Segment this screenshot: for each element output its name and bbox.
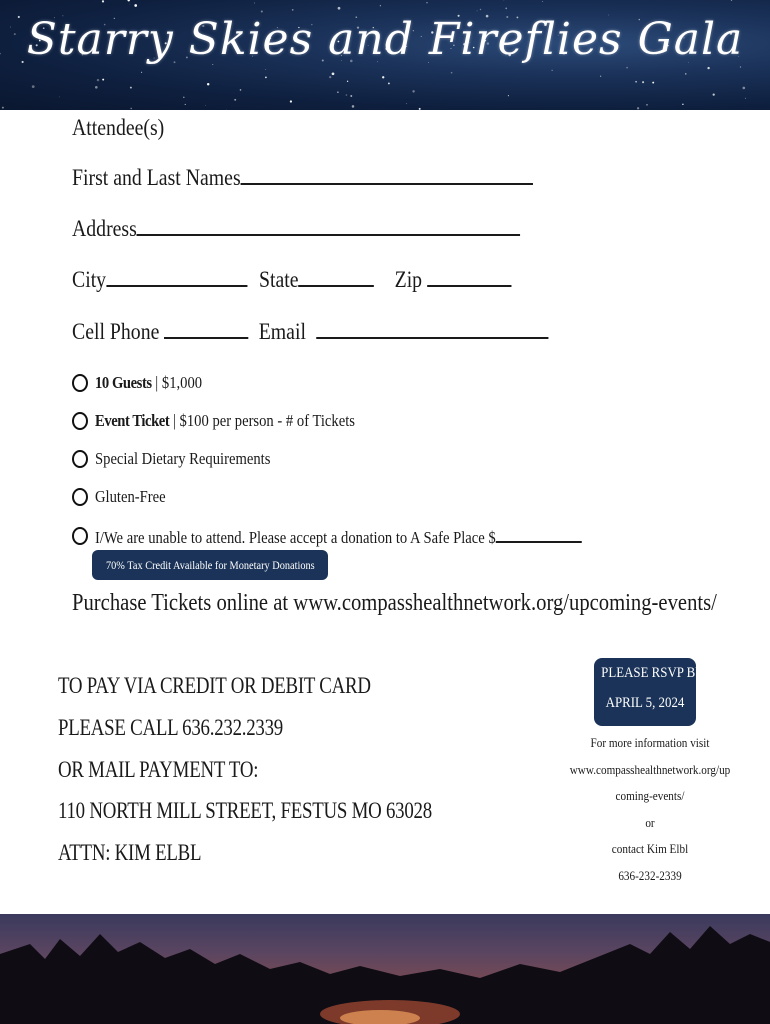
tax-credit-badge bbox=[92, 550, 328, 580]
rsvp-badge bbox=[594, 658, 705, 726]
star bbox=[329, 76, 331, 78]
star bbox=[646, 104, 647, 105]
option-bold-label: 10 Guests bbox=[95, 373, 152, 392]
radio-icon[interactable] bbox=[72, 374, 88, 392]
star bbox=[380, 5, 381, 6]
star bbox=[234, 99, 236, 101]
star bbox=[542, 1, 543, 2]
star bbox=[642, 81, 644, 83]
star bbox=[412, 90, 414, 92]
star bbox=[290, 100, 292, 102]
star bbox=[352, 105, 355, 108]
address-label: Address bbox=[72, 216, 137, 241]
rsvp-line-1: PLEASE RSVP BY bbox=[601, 665, 705, 681]
star bbox=[127, 0, 129, 2]
address-field[interactable] bbox=[137, 214, 521, 236]
city-field[interactable] bbox=[106, 265, 247, 287]
star bbox=[742, 87, 745, 90]
star bbox=[600, 76, 601, 77]
payment-line-3: OR MAIL PAYMENT TO: bbox=[58, 757, 259, 782]
option-label: Gluten-Free bbox=[95, 487, 166, 506]
info-or: or bbox=[645, 814, 655, 830]
star bbox=[637, 107, 639, 109]
star bbox=[508, 95, 509, 96]
star bbox=[388, 82, 390, 84]
star bbox=[338, 7, 341, 10]
star bbox=[505, 8, 507, 10]
payment-line-4: 110 NORTH MILL STREET, FESTUS MO 63028 bbox=[58, 798, 432, 823]
star bbox=[292, 9, 294, 11]
purchase-online-text: Purchase Tickets online at www.compasshealthnetwork.org/upcoming-events/ bbox=[72, 590, 717, 616]
radio-icon[interactable] bbox=[72, 412, 88, 430]
star bbox=[59, 97, 60, 98]
option-event-ticket[interactable] bbox=[72, 409, 397, 433]
star bbox=[731, 0, 732, 1]
radio-icon[interactable] bbox=[72, 527, 88, 545]
star bbox=[552, 70, 553, 71]
star bbox=[261, 10, 263, 12]
treeline-scene bbox=[0, 914, 770, 1024]
header-banner bbox=[0, 0, 770, 110]
star bbox=[652, 82, 654, 84]
star bbox=[183, 96, 185, 98]
payment-line-2: PLEASE CALL 636.232.2339 bbox=[58, 715, 283, 740]
more-info bbox=[545, 730, 755, 889]
star bbox=[32, 85, 35, 88]
star bbox=[265, 76, 267, 78]
footer-image bbox=[0, 914, 770, 1024]
star bbox=[185, 104, 186, 105]
star bbox=[740, 66, 741, 67]
star bbox=[226, 109, 227, 110]
star bbox=[426, 2, 427, 3]
tax-credit-text: 70% Tax Credit Available for Monetary Donations bbox=[105, 557, 315, 572]
star bbox=[332, 72, 335, 75]
star bbox=[713, 93, 715, 95]
option-label: | $1,000 bbox=[151, 373, 203, 392]
info-phone: 636-232-2339 bbox=[618, 867, 682, 883]
star bbox=[207, 83, 209, 85]
option-donation[interactable] bbox=[72, 524, 661, 548]
star bbox=[130, 87, 132, 89]
phone-row bbox=[72, 317, 548, 345]
star bbox=[682, 104, 683, 105]
names-field[interactable] bbox=[241, 163, 533, 185]
star bbox=[337, 91, 339, 93]
city-row bbox=[72, 265, 511, 293]
star bbox=[130, 108, 132, 110]
star bbox=[130, 4, 131, 5]
info-contact: contact Kim Elbl bbox=[611, 841, 689, 856]
star bbox=[254, 3, 255, 4]
radio-icon[interactable] bbox=[72, 488, 88, 506]
star bbox=[707, 67, 709, 69]
info-url-2: coming-events/ bbox=[615, 788, 685, 803]
option-label: I/We are unable to attend. Please accept a donation to A Safe Place $ bbox=[95, 527, 496, 547]
star bbox=[626, 67, 628, 69]
star bbox=[347, 81, 348, 82]
rsvp-date: APRIL 5, 2024 bbox=[605, 695, 685, 711]
event-title: Starry Skies and Fireflies Gala bbox=[26, 14, 744, 65]
star bbox=[480, 9, 481, 10]
star bbox=[265, 69, 266, 70]
star bbox=[95, 86, 98, 89]
attendees-label: Attendee(s) bbox=[72, 115, 165, 140]
star bbox=[350, 95, 352, 97]
star bbox=[2, 107, 4, 109]
zip-field[interactable] bbox=[427, 265, 511, 287]
star bbox=[141, 72, 142, 73]
star bbox=[382, 76, 384, 78]
email-label: Email bbox=[258, 319, 306, 344]
city-label: City bbox=[72, 267, 107, 292]
star bbox=[97, 79, 99, 81]
option-label: Special Dietary Requirements bbox=[95, 449, 271, 468]
email-field[interactable] bbox=[316, 317, 548, 339]
star bbox=[102, 79, 104, 81]
donation-amount-field[interactable] bbox=[496, 525, 582, 543]
zip-label: Zip bbox=[394, 267, 423, 292]
star bbox=[504, 0, 505, 1]
star bbox=[685, 73, 686, 74]
info-line-1: For more information visit bbox=[590, 735, 710, 750]
star bbox=[745, 98, 746, 99]
radio-icon[interactable] bbox=[72, 450, 88, 468]
payment-line-5: ATTN: KIM ELBL bbox=[58, 840, 202, 865]
option-gluten-free[interactable] bbox=[72, 485, 177, 509]
names-label: First and Last Names bbox=[72, 165, 241, 190]
star bbox=[451, 72, 453, 74]
option-10-guests[interactable] bbox=[72, 371, 220, 395]
star bbox=[102, 0, 104, 2]
option-dietary[interactable] bbox=[72, 447, 299, 471]
star bbox=[134, 4, 137, 7]
names-row bbox=[72, 163, 533, 191]
address-row bbox=[72, 214, 520, 242]
state-field[interactable] bbox=[299, 265, 375, 287]
star bbox=[205, 105, 206, 106]
phone-field[interactable] bbox=[164, 317, 248, 339]
star bbox=[346, 94, 348, 96]
option-bold-label: Event Ticket bbox=[95, 411, 170, 430]
payment-line-1: TO PAY VIA CREDIT OR DEBIT CARD bbox=[58, 673, 371, 698]
star bbox=[477, 11, 478, 12]
info-url-1: www.compasshealthnetwork.org/up bbox=[569, 761, 731, 777]
star bbox=[635, 81, 637, 83]
star bbox=[406, 103, 407, 104]
state-label: State bbox=[258, 267, 299, 292]
phone-label: Cell Phone bbox=[72, 319, 160, 344]
option-label: | $100 per person - # of Tickets bbox=[169, 411, 355, 430]
star bbox=[240, 89, 242, 91]
star bbox=[419, 108, 421, 110]
